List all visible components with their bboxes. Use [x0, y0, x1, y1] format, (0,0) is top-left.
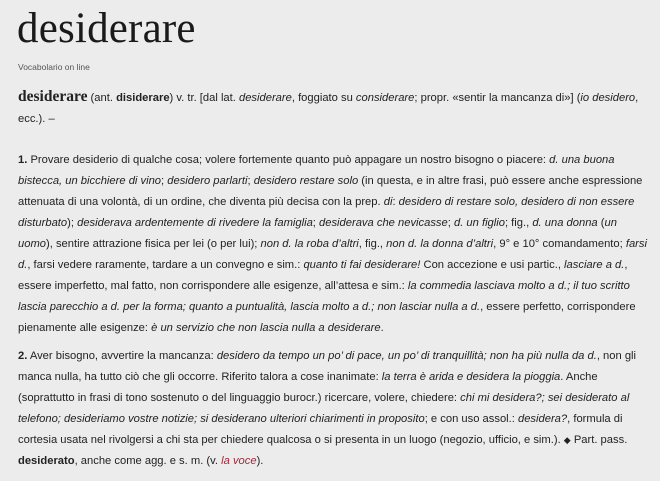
example: un uomo	[18, 217, 617, 250]
definition-text: , farsi vedere raramente, tardare a un convegno e sim.:	[27, 259, 304, 271]
definition-text: ), sentire attrazione fisica per lei (o per lui);	[46, 238, 261, 250]
ancient-form: disiderare	[116, 92, 170, 104]
definition-text: ; e con uso assol.:	[424, 413, 518, 425]
definition-text: ;	[247, 175, 254, 187]
definition-text: , formula di cortesia usata nel rivolgersi a chi sta per chiedere qualcosa o si presenta in un luogo (negozio, ufficio, e sim.).	[18, 413, 623, 446]
conjugation-example: io desidero	[580, 92, 636, 104]
definition-text: Aver bisogno, avvertire la mancanza:	[27, 350, 217, 362]
entry-header	[18, 86, 648, 130]
latin-form: desiderare	[238, 92, 292, 104]
example: desidero da tempo un po’ di pace, un po’ di tranquillità; non ha più nulla da d.	[216, 350, 597, 362]
example: desidero restare solo	[253, 175, 359, 187]
example: desiderava ardentemente di rivedere la famiglia	[77, 217, 313, 229]
definition-text: , 9° e 10° comandamento;	[493, 238, 626, 250]
etymology-text: ; propr. «sentir la mancanza di»] (	[414, 92, 581, 104]
definition-text: Part. pass.	[570, 434, 628, 446]
definition-text: );	[67, 217, 78, 229]
participle-form: desiderato	[18, 455, 75, 467]
etymology-text: ) v. tr. [dal lat.	[169, 92, 239, 104]
definition-text: :	[392, 196, 399, 208]
example: desidera?	[517, 413, 568, 425]
definition-text: ;	[161, 175, 168, 187]
definition-text: Con accezione e usi partic.,	[420, 259, 565, 271]
definition-text: ).	[256, 455, 264, 467]
definition-text: .	[380, 322, 384, 334]
definition-text: ; fig.,	[504, 217, 533, 229]
example: d. una buona bistecca, un bicchiere di vino	[18, 154, 615, 187]
example: desidero parlarti	[167, 175, 248, 187]
definition-text: , essere imperfetto, mal fatto, non corrispondere alle esigenze, all’attesa e sim.:	[18, 259, 628, 292]
see-entry-link[interactable]: la voce	[221, 455, 257, 467]
example: di	[383, 196, 393, 208]
example: d. un figlio	[453, 217, 505, 229]
example: la commedia lasciava molto a d.; il tuo scritto lascia parecchio a d. per la forma; quanto a puntualità, lascia molto a d.; non lasciar nulla a d.	[18, 280, 630, 313]
example: è un servizio che non lascia nulla a desiderare	[151, 322, 381, 334]
definition-text: , fig.,	[358, 238, 387, 250]
example: farsi d.	[18, 238, 647, 271]
example: lasciare a d.	[564, 259, 625, 271]
definition-text: ;	[447, 217, 454, 229]
definition-text: . Anche (soprattutto in frasi di tono sostenuto o del linguaggio burocr.) ricercare, volere, chiedere:	[18, 371, 598, 404]
sense-number: 1.	[18, 154, 28, 166]
etymology-text: , ecc.). –	[18, 92, 639, 125]
page-title: desiderare	[17, 5, 196, 52]
diamond-icon: ◆	[563, 435, 571, 445]
example: quanto ti fai desiderare!	[303, 259, 421, 271]
example: la terra è arida e desidera la pioggia	[381, 371, 561, 383]
related-word: considerare	[355, 92, 415, 104]
example: non d. la donna d’altri	[386, 238, 494, 250]
example: d. una donna	[532, 217, 598, 229]
example: non d. la roba d’altri	[260, 238, 359, 250]
definition-text: (	[597, 217, 605, 229]
headword: desiderare	[18, 88, 88, 105]
definition-text: ;	[312, 217, 320, 229]
sense-number: 2.	[18, 350, 28, 362]
etymology-text: , foggiato su	[291, 92, 356, 104]
definition-text: , anche come agg. e s. m. (v.	[74, 455, 222, 467]
definition-text: , non gli manca nulla, ha tutto ciò che gli occorre. Riferito talora a cose inanimate:	[18, 350, 637, 383]
sense-2	[18, 346, 648, 472]
example: chi mi desidera?; sei desiderato al telefono; desideriamo vostre notizie; si desiderano ulteriori chiarimenti in proposito	[18, 392, 630, 425]
etymology-text: (ant.	[87, 92, 117, 104]
example: desiderava che nevicasse	[319, 217, 448, 229]
page-subtitle: Vocabolario on line	[18, 62, 90, 72]
definition-text: , essere perfetto, corrispondere pienamente alle esigenze:	[18, 301, 636, 334]
definition-text: Provare desiderio di qualche cosa; volere fortemente quanto può appagare un nostro bisogno o piacere:	[27, 154, 550, 166]
example: desidero di restare solo, desidero di non essere disturbato	[18, 196, 635, 229]
definition-text: (in questa, e in altre frasi, può essere anche espressione attenuata di una volontà, di un ordine, che diventa più decisa con la prep.	[18, 175, 643, 208]
sense-1	[18, 150, 648, 339]
